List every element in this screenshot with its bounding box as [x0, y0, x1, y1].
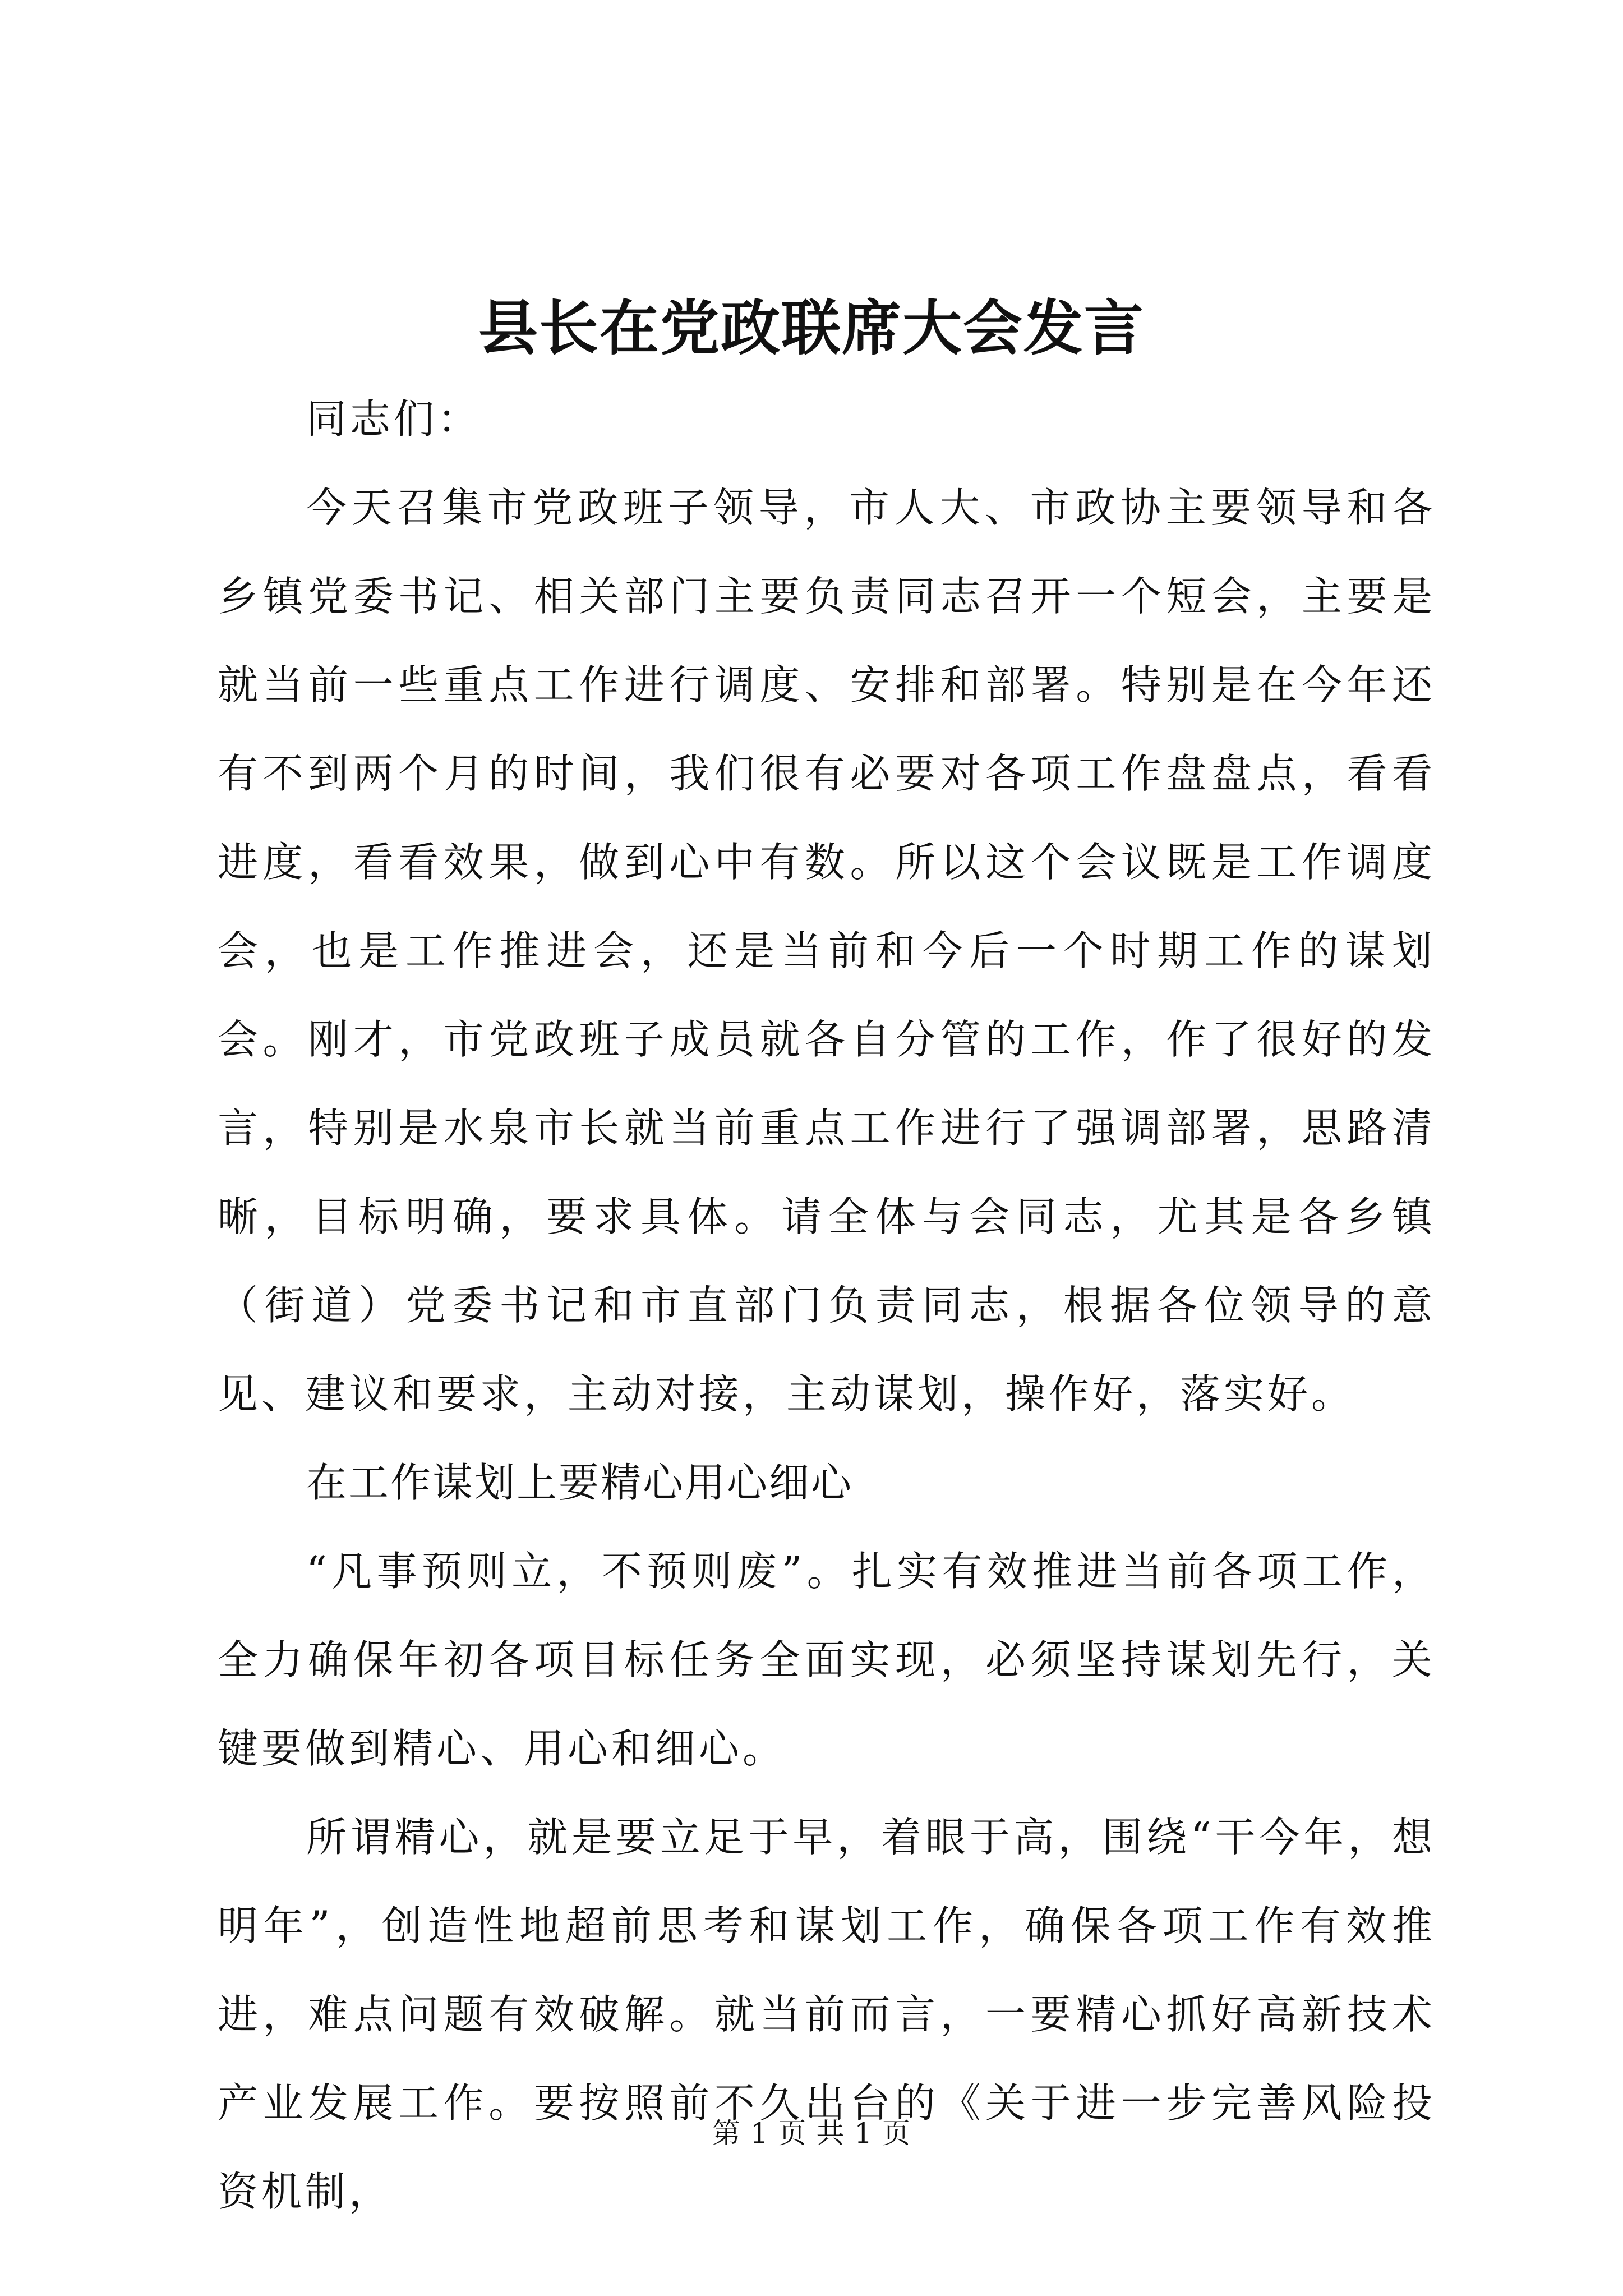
section-heading: 在工作谋划上要精心用心细心: [306, 1459, 854, 1506]
meticulous-paragraph: 所谓精心，就是要立足于早，着眼于高，围绕“干今年，想明年”，创造性地超前思考和谋划工作，确保各项工作有效推进，难点问题有效破解。就当前而言，一要精心抓好高新技术产业发展工作。要按照前不久出台的《关于进一步完善风险投资机制，: [218, 1814, 1436, 2215]
document-body: [218, 375, 1436, 2236]
document-title: 县长在党政联席大会发言: [478, 293, 1145, 363]
planning-paragraph: “凡事预则立，不预则废”。扎实有效推进当前各项工作，全力确保年初各项目标任务全面实现，必须坚持谋划先行，关键要做到精心、用心和细心。: [218, 1548, 1436, 1772]
salutation-paragraph: 同志们：: [306, 395, 482, 443]
page-footer: 第 1 页 共 1 页: [712, 2117, 911, 2150]
opening-paragraph: 今天召集市党政班子领导，市人大、市政协主要领导和各乡镇党委书记、相关部门主要负责同志召开一个短会，主要是就当前一些重点工作进行调度、安排和部署。特别是在今年还有不到两个月的时间，我们很有必要对各项工作盘盘点，看看进度，看看效果，做到心中有数。所以这个会议既是工作调度会，也是工作推进会，还是当前和今后一个时期工作的谋划会。刚才，市党政班子成员就各自分管的工作，作了很好的发言，特别是水泉市长就当前重点工作进行了强调部署，思路清晰，目标明确，要求具体。请全体与会同志，尤其是各乡镇（街道）党委书记和市直部门负责同志，根据各位领导的意见、建议和要求，主动对接，主动谋划，操作好，落实好。: [218, 484, 1436, 1418]
